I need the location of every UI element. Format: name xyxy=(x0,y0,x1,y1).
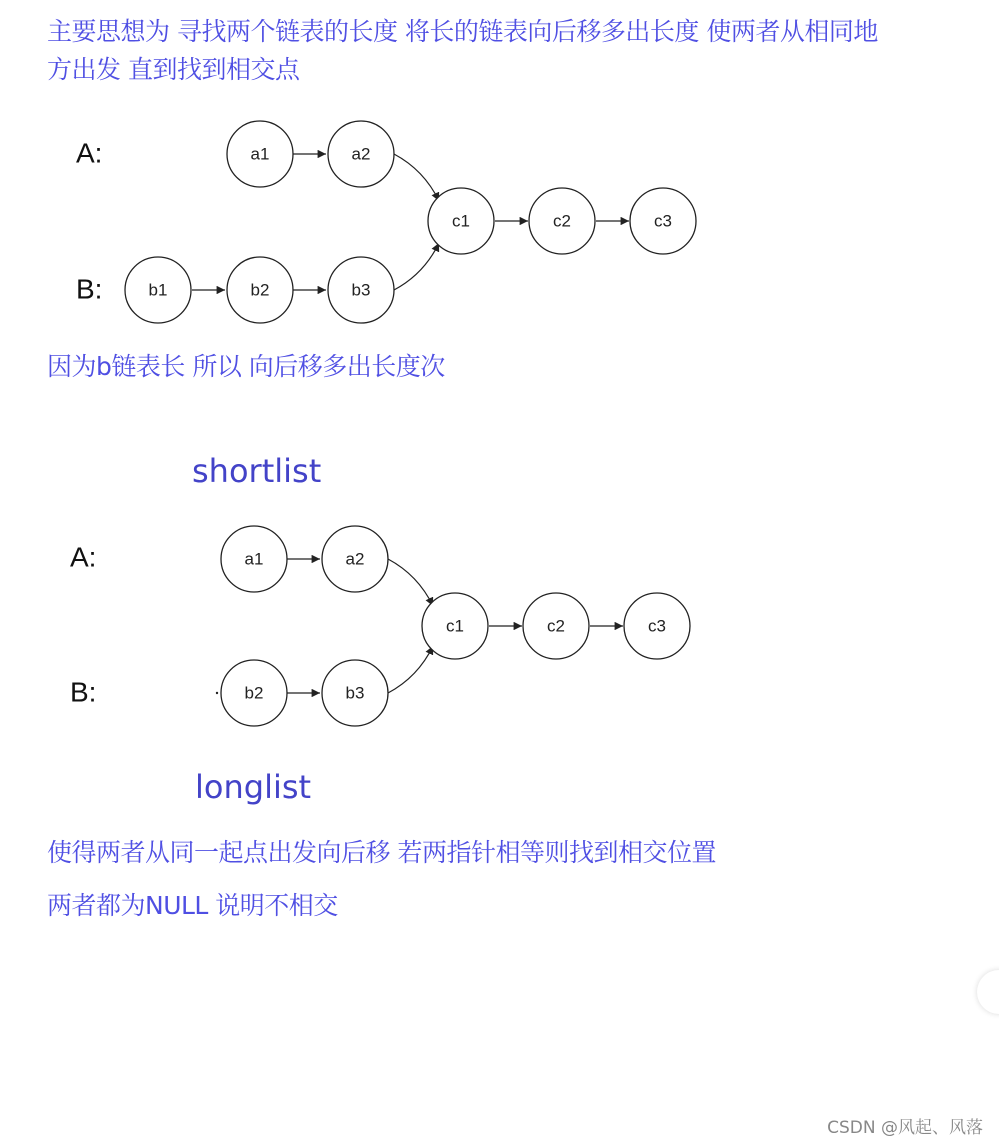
linked-list-diagram-1 xyxy=(0,110,760,340)
node-label: a1 xyxy=(244,549,264,569)
node-label: a2 xyxy=(351,144,371,164)
node-b3 xyxy=(328,257,394,323)
row-label-b: B: xyxy=(70,676,97,708)
node-label: b3 xyxy=(345,683,365,703)
edge-a2-c1 xyxy=(394,154,439,201)
node-c2 xyxy=(523,593,589,659)
truncated-edge-dot xyxy=(216,692,218,694)
node-label: b2 xyxy=(250,280,270,300)
node-label: b3 xyxy=(351,280,371,300)
shortlist-caption: shortlist xyxy=(192,452,322,490)
node-label: b1 xyxy=(148,280,168,300)
side-scroll-handle[interactable] xyxy=(977,970,999,1014)
row-label-a: A: xyxy=(70,541,97,573)
node-label: c1 xyxy=(446,616,464,636)
intro-paragraph xyxy=(47,13,878,89)
linked-list-diagram-2 xyxy=(0,445,760,815)
node-b2 xyxy=(227,257,293,323)
node-b2 xyxy=(221,660,287,726)
node-b1 xyxy=(125,257,191,323)
node-a2 xyxy=(328,121,394,187)
node-label: c3 xyxy=(648,616,666,636)
node-c1 xyxy=(422,593,488,659)
edge-b3-c1 xyxy=(394,243,439,290)
intro-line-1: 主要思想为 寻找两个链表的长度 将长的链表向后移多出长度 使两者从相同地 xyxy=(47,17,878,46)
node-c3 xyxy=(624,593,690,659)
row-label-b: B: xyxy=(76,273,103,305)
node-label: c2 xyxy=(553,211,571,231)
same-start-explanation: 使得两者从同一起点出发向后移 若两指针相等则找到相交位置 xyxy=(47,838,716,867)
node-a2 xyxy=(322,526,388,592)
edge-b3-c1 xyxy=(388,646,433,693)
shift-explanation: 因为b链表长 所以 向后移多出长度次 xyxy=(47,352,445,381)
node-label: c1 xyxy=(452,211,470,231)
node-label: c3 xyxy=(654,211,672,231)
node-b3 xyxy=(322,660,388,726)
node-a1 xyxy=(227,121,293,187)
node-a1 xyxy=(221,526,287,592)
node-label: a1 xyxy=(250,144,270,164)
node-c1 xyxy=(428,188,494,254)
row-label-a: A: xyxy=(76,137,103,169)
node-label: a2 xyxy=(345,549,365,569)
node-label: b2 xyxy=(244,683,264,703)
node-c2 xyxy=(529,188,595,254)
intro-line-2: 方出发 直到找到相交点 xyxy=(47,55,300,84)
no-intersection-note: 两者都为NULL 说明不相交 xyxy=(47,891,338,920)
edge-a2-c1 xyxy=(388,559,433,606)
csdn-watermark: CSDN @风起、风落 xyxy=(827,1118,983,1138)
node-c3 xyxy=(630,188,696,254)
longlist-caption: longlist xyxy=(195,768,312,806)
node-label: c2 xyxy=(547,616,565,636)
